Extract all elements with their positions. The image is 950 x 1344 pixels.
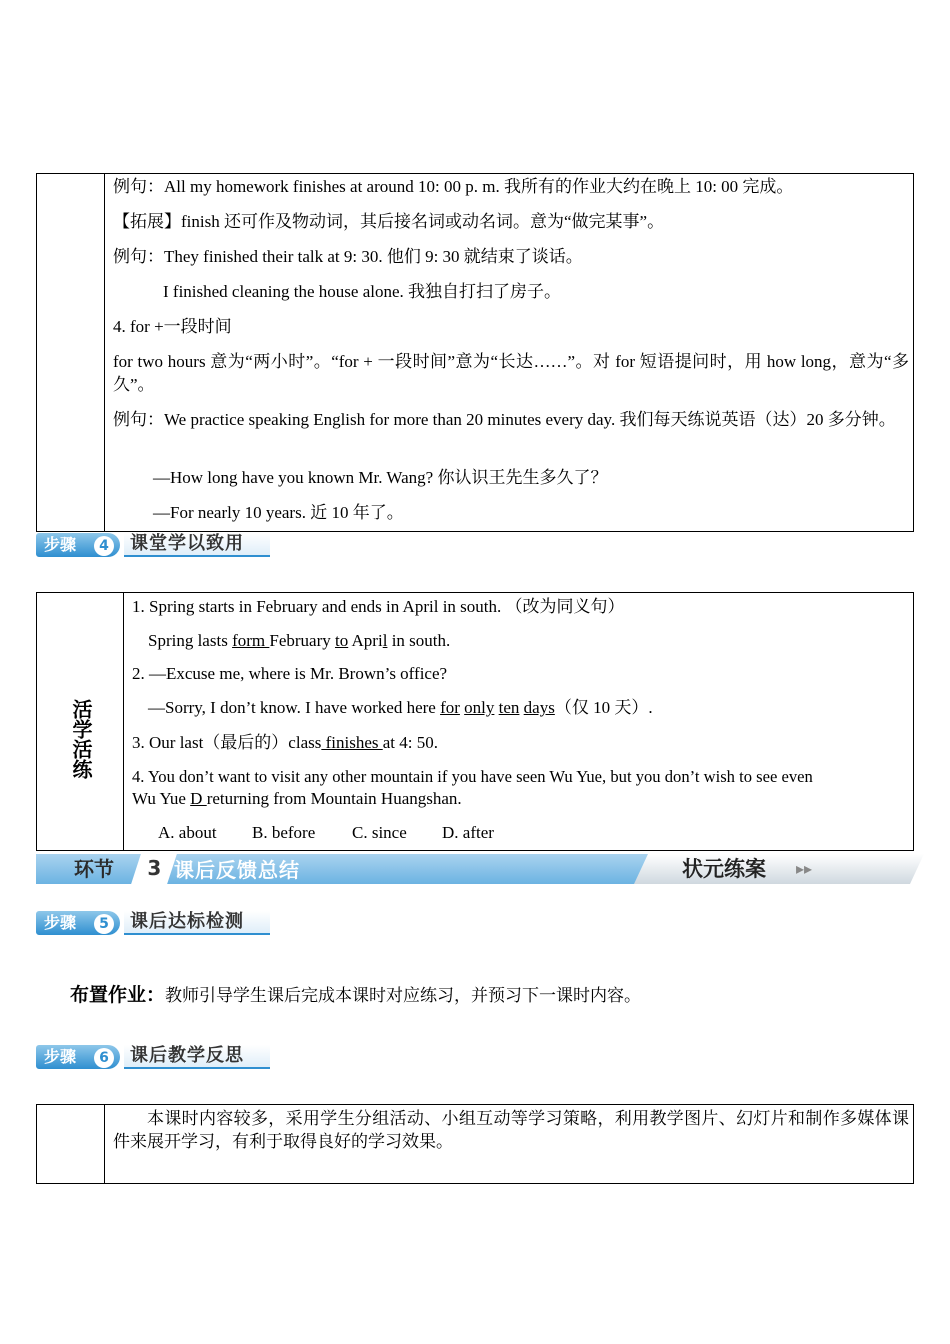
step-4-banner bbox=[36, 532, 270, 558]
answer-text: Apri bbox=[348, 631, 383, 650]
reflection-text: 本课时内容较多，采用学生分组活动、小组互动等学习策略，利用教学图片、幻灯片和制作多媒体课件来展开学习，有利于取得良好的学习效果。 bbox=[113, 1109, 909, 1151]
double-arrow-icon: ▸▸ bbox=[796, 859, 813, 878]
answer-blank: finishes bbox=[321, 733, 383, 752]
homework-text: 教师引导学生课后完成本课时对应练习，并预习下一课时内容。 bbox=[165, 986, 642, 1005]
answer-prefix: Spring lasts bbox=[148, 631, 233, 650]
reflection-side-cell bbox=[37, 1105, 105, 1183]
option-a: A. about bbox=[158, 823, 217, 842]
section-right-title: 状元练案 bbox=[682, 857, 766, 881]
question-3 bbox=[132, 731, 438, 754]
answer-suffix: （仅 10 天）. bbox=[554, 698, 653, 717]
example-sentence: 例句：We practice speaking English for more than 20 minutes every day. 我们每天练说英语（达）20 多分钟。 bbox=[113, 410, 896, 429]
section-number-box bbox=[131, 854, 177, 884]
notes-content bbox=[105, 174, 913, 531]
question-text: returning from Mountain Huangshan. bbox=[206, 789, 462, 808]
notes-side-cell bbox=[37, 174, 105, 531]
option-d: D. after bbox=[442, 823, 494, 842]
step-pill bbox=[36, 911, 120, 935]
answer-blank: form bbox=[232, 631, 270, 650]
practice-content bbox=[124, 593, 913, 850]
answer-blank: only bbox=[464, 698, 495, 717]
section-number: 3 bbox=[147, 856, 162, 880]
practice-table bbox=[36, 592, 914, 851]
question-text: 3. Our last（最后的）class bbox=[132, 733, 322, 752]
answer-blank: to bbox=[334, 631, 349, 650]
question-1: 1. Spring starts in February and ends in April in south. （改为同义句） bbox=[132, 597, 625, 616]
question-text: Wu Yue bbox=[132, 789, 191, 808]
step-title-bar bbox=[124, 1045, 270, 1069]
question-text: at 4: 50. bbox=[382, 733, 438, 752]
practice-side-cell bbox=[37, 593, 124, 850]
question-1-answer bbox=[148, 629, 450, 652]
example-sentence: I finished cleaning the house alone. 我独自打扫了房子。 bbox=[163, 282, 562, 301]
answer-suffix: in south. bbox=[387, 631, 451, 650]
answer-prefix: —Sorry, I don’t know. I have worked here bbox=[148, 698, 441, 717]
extension-note: 【拓展】finish 还可作及物动词，其后接名词或动名词。意为“做完某事”。 bbox=[113, 212, 665, 231]
section-right-panel bbox=[634, 854, 924, 884]
option-b: B. before bbox=[252, 823, 316, 842]
step-pill bbox=[36, 533, 120, 557]
dialogue-line: —For nearly 10 years. 近 10 年了。 bbox=[153, 503, 404, 522]
answer-blank: days bbox=[523, 698, 555, 717]
option-c: C. since bbox=[352, 823, 407, 842]
step-title-bar bbox=[124, 911, 270, 935]
question-4-line-1: 4. You don’t want to visit any other mountain if you have seen Wu Yue, but you don’t wish to see even bbox=[132, 767, 813, 786]
practice-side-title: 活学活练 bbox=[69, 699, 93, 779]
step-prefix: 步骤 bbox=[44, 913, 77, 932]
step-title-bar bbox=[124, 533, 270, 557]
answer-blank: for bbox=[440, 698, 460, 717]
question-4-line-2 bbox=[132, 787, 462, 810]
homework-assignment bbox=[70, 984, 641, 1007]
step-5-banner bbox=[36, 910, 270, 936]
homework-label: 布置作业： bbox=[70, 984, 166, 1006]
answer-blank: ten bbox=[498, 698, 520, 717]
step-prefix: 步骤 bbox=[44, 1047, 77, 1066]
answer-blank: D bbox=[190, 789, 207, 808]
step-number: 6 bbox=[94, 1048, 114, 1068]
step-title: 课后教学反思 bbox=[130, 1045, 244, 1066]
answer-text: February bbox=[269, 631, 335, 650]
dialogue-line: —How long have you known Mr. Wang? 你认识王先生多久了？ bbox=[153, 468, 608, 487]
question-2-answer bbox=[148, 696, 653, 719]
explanation-paragraph: for two hours 意为“两小时”。“for + 一段时间”意为“长达……”。对 for 短语提问时，用 how long，意为“多久”。 bbox=[113, 352, 909, 394]
reflection-table bbox=[36, 1104, 914, 1184]
step-pill bbox=[36, 1045, 120, 1069]
point-heading: 4. for +一段时间 bbox=[113, 317, 232, 336]
answer-blank: l bbox=[382, 631, 388, 650]
example-sentence: 例句：They finished their talk at 9: 30. 他们 9: 30 就结束了谈话。 bbox=[113, 247, 583, 266]
step-number: 4 bbox=[94, 536, 114, 556]
step-prefix: 步骤 bbox=[44, 535, 77, 554]
step-number: 5 bbox=[94, 914, 114, 934]
reflection-content bbox=[105, 1105, 913, 1183]
question-2: 2. —Excuse me, where is Mr. Brown’s office? bbox=[132, 664, 448, 683]
notes-table bbox=[36, 173, 914, 532]
section-title: 课后反馈总结 bbox=[174, 858, 300, 882]
step-title: 课后达标检测 bbox=[130, 911, 244, 932]
step-title: 课堂学以致用 bbox=[130, 533, 244, 554]
example-sentence: 例句：All my homework finishes at around 10: 00 p. m. 我所有的作业大约在晚上 10: 00 完成。 bbox=[113, 177, 794, 196]
step-6-banner bbox=[36, 1044, 270, 1070]
section-3-banner bbox=[36, 854, 910, 884]
section-label: 环节 bbox=[74, 857, 114, 881]
